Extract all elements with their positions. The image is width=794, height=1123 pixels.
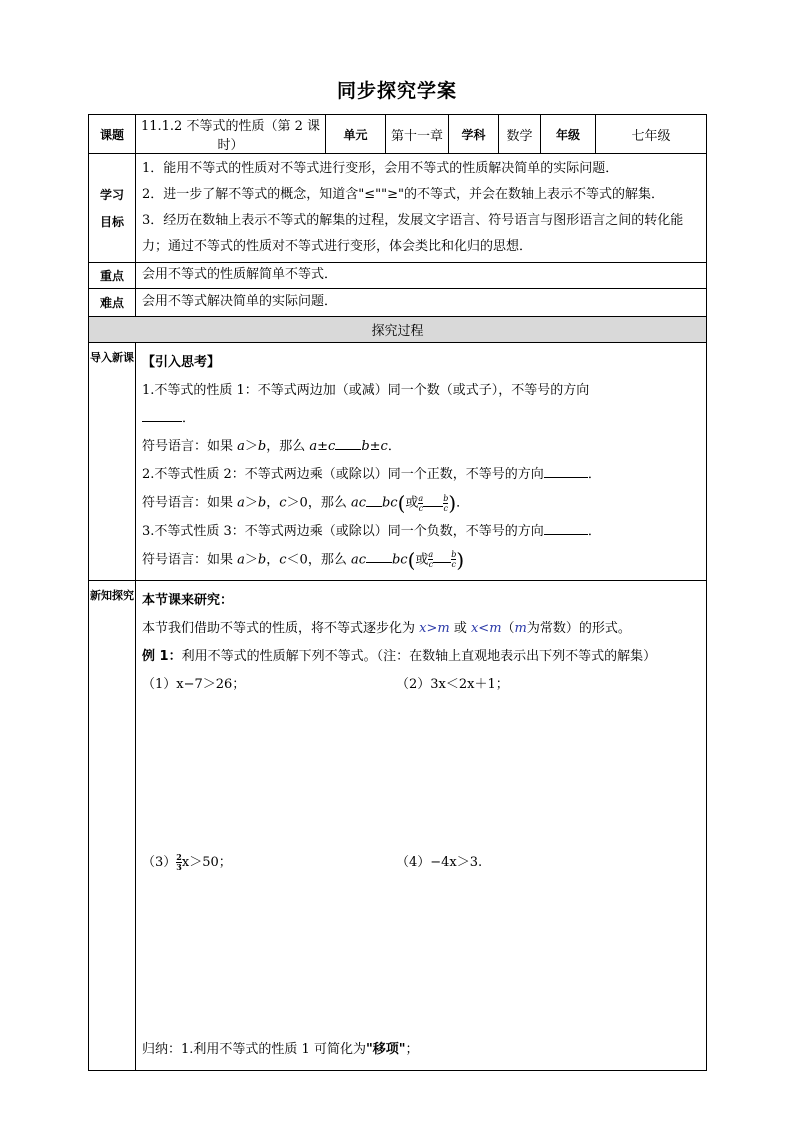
property-3-text: 3.不等式性质 3：不等式两边乘（或除以）同一个负数，不等号的方向 <box>142 523 544 539</box>
gt-sign: ＞ <box>244 495 258 511</box>
process-title: 探究过程 <box>89 317 707 343</box>
property-1-symbol <box>142 433 700 461</box>
denominator: c <box>418 503 424 513</box>
expr-ac: ac <box>350 552 366 567</box>
question-row-1 <box>142 671 700 699</box>
newk-label: 新知探究 <box>89 581 136 1071</box>
key-text: 会用不等式的性质解简单不等式． <box>136 263 707 289</box>
var-c: c <box>279 552 287 567</box>
expr-bc: bc <box>381 495 398 511</box>
symbol-text: 符号语言：如果 <box>142 552 238 567</box>
semicolon: ； <box>405 1042 419 1057</box>
gt-sign: ＞ <box>244 552 258 567</box>
answer-blank[interactable] <box>366 492 382 507</box>
var-b: b <box>257 439 267 454</box>
or-text: 或 <box>415 552 429 567</box>
answer-blank[interactable] <box>544 520 588 535</box>
question-1: （1）x−7＞26； <box>142 677 246 692</box>
paren-open: ( <box>397 491 406 515</box>
intro-text-end: 为常数）的形式。 <box>526 621 631 636</box>
property-2 <box>142 461 700 489</box>
goal-item: 2．进一步了解不等式的概念，知道含"≤""≥"的不等式，并会在数轴上表示不等式的解集． <box>142 187 664 202</box>
intro-text: 本节我们借助不等式的性质，将不等式逐步化为 <box>142 621 420 636</box>
var-c: c <box>279 495 287 511</box>
answer-blank[interactable] <box>423 492 443 507</box>
unit-label: 单元 <box>326 115 386 154</box>
symbol-text: ，那么 <box>266 439 310 454</box>
goals-label-line1: 学习 <box>99 188 124 202</box>
period: ． <box>587 523 601 539</box>
denominator: 3 <box>176 862 182 872</box>
example-label: 例 1： <box>142 649 182 664</box>
grade-value: 七年级 <box>596 115 707 154</box>
lesson-table <box>88 114 707 1071</box>
numerator: b <box>443 493 449 503</box>
goals-row <box>89 154 707 263</box>
var-b: b <box>257 552 267 567</box>
property-1 <box>142 377 700 405</box>
gt-sign: ＞ <box>244 439 258 454</box>
numerator: a <box>428 550 434 559</box>
answer-blank[interactable] <box>142 407 182 422</box>
goal-item: 1．能用不等式的性质对不等式进行变形，会用不等式的性质解决简单的实际问题． <box>142 161 619 176</box>
symbol-text: ＜0，那么 <box>286 552 351 567</box>
subject-label: 学科 <box>449 115 499 154</box>
answer-blank[interactable] <box>433 548 451 563</box>
property-1-text: 1.不等式的性质 1：不等式两边加（或减）同一个数（或式子），不等号的方向 <box>142 383 590 398</box>
question-3-num: （3） <box>142 855 177 870</box>
var-b: b <box>257 495 267 511</box>
property-3-symbol <box>142 546 700 575</box>
page-title: 同步探究学案 <box>336 80 457 102</box>
numerator: 2 <box>176 852 182 862</box>
var-a: a <box>237 495 245 511</box>
var-a: a <box>237 552 245 567</box>
question-3-text: x＞50； <box>181 855 232 870</box>
numerator: b <box>451 550 457 559</box>
intro-row <box>89 343 707 581</box>
question-row-2 <box>142 849 700 877</box>
summary-text: 归纳：1.利用不等式的性质 1 可简化为 <box>142 1042 366 1057</box>
difficult-label: 难点 <box>89 289 136 317</box>
expr-ac: ac <box>350 495 366 511</box>
expr-x-lt-m: x<m <box>470 621 502 636</box>
symbol-text: 符号语言：如果 <box>142 495 238 511</box>
denominator: c <box>451 560 456 569</box>
paren-text: （ <box>501 621 515 636</box>
property-2-text: 2.不等式性质 2：不等式两边乘（或除以）同一个正数，不等号的方向 <box>142 467 544 482</box>
expr-x-gt-m: x>m <box>419 621 450 636</box>
summary-keyword: "移项" <box>365 1042 406 1057</box>
denominator: c <box>443 503 448 513</box>
answer-blank[interactable] <box>544 463 588 478</box>
grade-label: 年级 <box>541 115 596 154</box>
header-row <box>89 115 707 154</box>
intro-content <box>136 343 707 581</box>
period: ． <box>387 439 401 454</box>
property-3 <box>142 518 700 546</box>
symbol-text: 符号语言：如果 <box>142 439 238 454</box>
intro-heading: 【引入思考】 <box>142 355 221 370</box>
key-row <box>89 263 707 289</box>
subject-value: 数学 <box>499 115 541 154</box>
or-text: 或 <box>405 495 419 511</box>
summary <box>142 1036 419 1064</box>
paren-close: ) <box>448 491 457 515</box>
unit-value: 第十一章 <box>386 115 449 154</box>
key-label: 重点 <box>89 263 136 289</box>
or-text: 或 <box>449 621 471 636</box>
example-text: 利用不等式的性质解下列不等式。（注：在数轴上直观地表示出下列不等式的解集） <box>181 649 657 664</box>
property-2-symbol <box>142 489 700 518</box>
paren-close: ) <box>456 547 465 572</box>
denominator: c <box>428 560 434 569</box>
question-2: （2）3x＜2x＋1； <box>396 677 509 692</box>
var-m: m <box>514 621 527 636</box>
difficult-row <box>89 289 707 317</box>
paren-open: ( <box>407 547 416 572</box>
period: ． <box>587 467 601 482</box>
answer-blank[interactable] <box>335 435 361 450</box>
comma: ， <box>266 552 280 567</box>
difficult-text: 会用不等式解决简单的实际问题． <box>136 289 707 317</box>
goal-item: 3．经历在数轴上表示不等式的解集的过程，发展文字语言、符号语言与图形语言之间的转化能力；通过不等式的性质对不等式进行变形，体会类比和化归的思想． <box>142 213 684 254</box>
newk-row <box>89 581 707 1071</box>
goals-label <box>89 154 136 263</box>
newk-intro <box>142 615 700 643</box>
var-a: a <box>237 439 245 454</box>
intro-label: 导入新课 <box>89 343 136 581</box>
example-1 <box>142 643 700 671</box>
newk-heading: 本节课来研究： <box>142 593 234 608</box>
question-3 <box>142 849 396 877</box>
answer-blank[interactable] <box>366 548 392 563</box>
numerator: a <box>418 493 424 503</box>
expr-a-pm-c: a±c <box>309 439 336 454</box>
question-4: （4）−4x＞3. <box>396 855 483 870</box>
process-row <box>89 317 707 343</box>
newk-content <box>136 581 707 1071</box>
comma: ， <box>266 495 280 511</box>
property-1-blank-line <box>142 405 700 433</box>
expr-bc: bc <box>391 552 408 567</box>
topic-label: 课题 <box>89 115 136 154</box>
period: ． <box>456 495 470 511</box>
goals-label-line2: 目标 <box>99 215 124 229</box>
period: ． <box>182 411 196 426</box>
expr-b-pm-c: b±c <box>361 439 388 454</box>
goals-content <box>136 154 707 263</box>
symbol-text: ＞0，那么 <box>286 495 351 511</box>
topic-value: 11.1.2 不等式的性质（第 2 课时） <box>136 115 326 154</box>
